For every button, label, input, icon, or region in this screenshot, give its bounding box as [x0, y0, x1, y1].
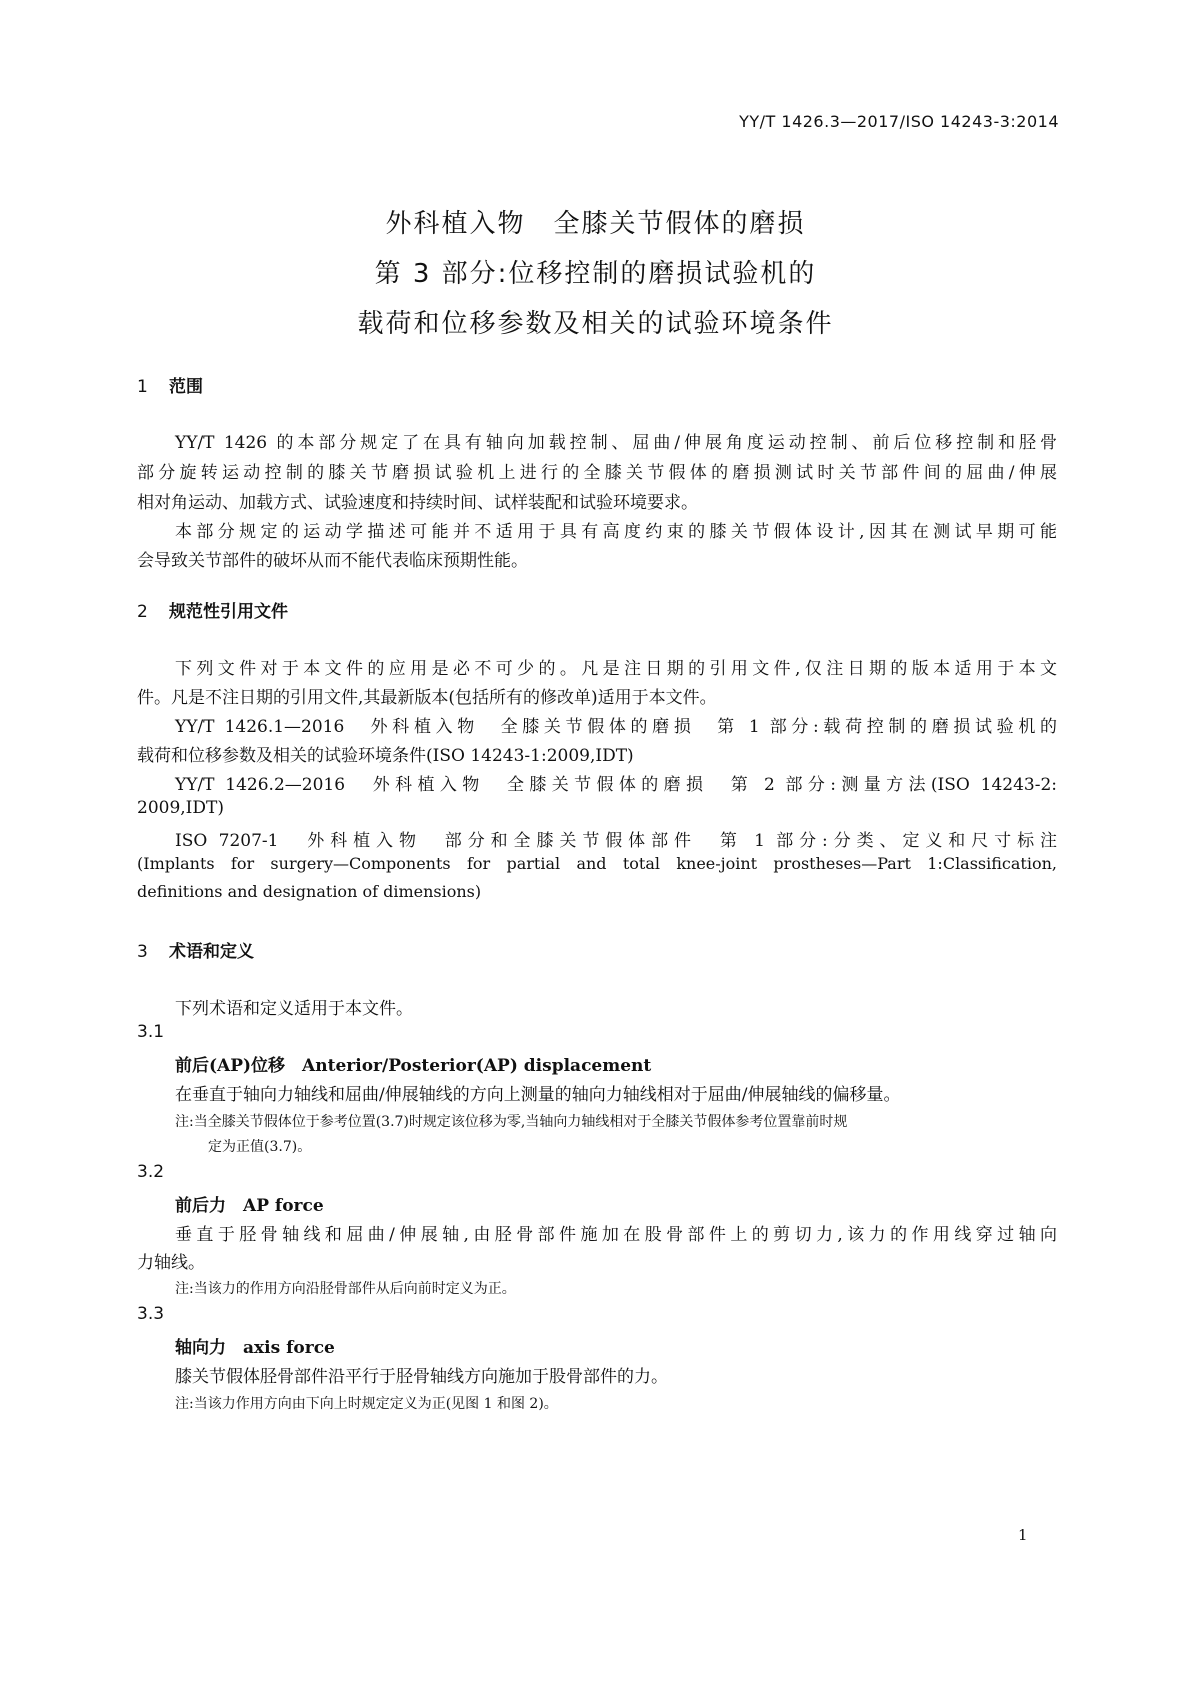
- section-number: 1: [137, 377, 148, 397]
- paragraph-line: 件。凡是不注日期的引用文件,其最新版本(包括所有的修改单)适用于本文件。: [137, 688, 717, 708]
- title-line-3: 载荷和位移参数及相关的试验环境条件: [357, 309, 834, 339]
- term-title: 轴向力 axis force: [175, 1338, 335, 1358]
- paragraph-line: 相对角运动、加载方式、试验速度和持续时间、试样装配和试验环境要求。: [137, 493, 698, 513]
- page-number: 1: [1018, 1526, 1028, 1544]
- paragraph-line: YY/T 1426 的本部分规定了在具有轴向加载控制、屈曲/伸展角度运动控制、前后位移控制和胫骨: [175, 433, 1057, 453]
- title-line-1: 外科植入物 全膝关节假体的磨损: [385, 209, 806, 239]
- section-title: 术语和定义: [169, 942, 254, 962]
- term-definition: 膝关节假体胫骨部件沿平行于胫骨轴线方向施加于股骨部件的力。: [175, 1367, 668, 1387]
- paragraph-line: 下列文件对于本文件的应用是必不可少的。凡是注日期的引用文件,仅注日期的版本适用于本文: [175, 659, 1057, 679]
- section-number: 3: [137, 942, 148, 962]
- term-title: 前后(AP)位移 Anterior/Posterior(AP) displacement: [175, 1056, 652, 1076]
- reference-line: definitions and designation of dimensions): [137, 882, 482, 901]
- term-note: 注:当该力作用方向由下向上时规定定义为正(见图 1 和图 2)。: [175, 1396, 558, 1412]
- term-definition: 力轴线。: [137, 1253, 205, 1273]
- section-number: 2: [137, 602, 148, 622]
- term-note: 定为正值(3.7)。: [208, 1139, 312, 1155]
- paragraph-line: 本部分规定的运动学描述可能并不适用于具有高度约束的膝关节假体设计,因其在测试早期可能: [175, 522, 1057, 542]
- paragraph-line: 下列术语和定义适用于本文件。: [175, 999, 413, 1019]
- term-title: 前后力 AP force: [175, 1196, 324, 1216]
- reference-line: ISO 7207-1 外科植入物 部分和全膝关节假体部件 第 1 部分:分类、定义和尺寸标注: [175, 831, 1057, 851]
- standard-code: YY/T 1426.3—2017/ISO 14243-3:2014: [739, 112, 1059, 131]
- paragraph-line: 部分旋转运动控制的膝关节磨损试验机上进行的全膝关节假体的磨损测试时关节部件间的屈曲/伸展: [137, 463, 1057, 483]
- reference-line: (Implants for surgery—Components for partial and total knee-joint prostheses—Part 1:Classification,: [137, 854, 1057, 873]
- term-number: 3.1: [137, 1022, 165, 1042]
- term-number: 3.3: [137, 1304, 165, 1324]
- section-1-heading: [137, 372, 203, 397]
- section-title: 范围: [169, 377, 203, 397]
- term-number: 3.2: [137, 1162, 165, 1182]
- section-title: 规范性引用文件: [169, 602, 288, 622]
- term-note: 注:当全膝关节假体位于参考位置(3.7)时规定该位移为零,当轴向力轴线相对于全膝关节假体参考位置靠前时规: [175, 1114, 848, 1130]
- term-definition: 垂直于胫骨轴线和屈曲/伸展轴,由胫骨部件施加在股骨部件上的剪切力,该力的作用线穿过轴向: [175, 1225, 1057, 1245]
- title-line-2: 第 3 部分:位移控制的磨损试验机的: [374, 259, 817, 289]
- section-3-heading: [137, 937, 254, 962]
- paragraph-line: 会导致关节部件的破坏从而不能代表临床预期性能。: [137, 551, 528, 571]
- term-definition: 在垂直于轴向力轴线和屈曲/伸展轴线的方向上测量的轴向力轴线相对于屈曲/伸展轴线的偏移量。: [175, 1085, 901, 1105]
- reference-line: YY/T 1426.1—2016 外科植入物 全膝关节假体的磨损 第 1 部分:载荷控制的磨损试验机的: [175, 717, 1057, 737]
- term-note: 注:当该力的作用方向沿胫骨部件从后向前时定义为正。: [175, 1281, 516, 1297]
- reference-line: 2009,IDT): [137, 798, 224, 818]
- section-2-heading: [137, 597, 288, 622]
- reference-line: 载荷和位移参数及相关的试验环境条件(ISO 14243-1:2009,IDT): [137, 746, 634, 766]
- reference-line: YY/T 1426.2—2016 外科植入物 全膝关节假体的磨损 第 2 部分:测量方法(ISO 14243-2:: [175, 775, 1057, 795]
